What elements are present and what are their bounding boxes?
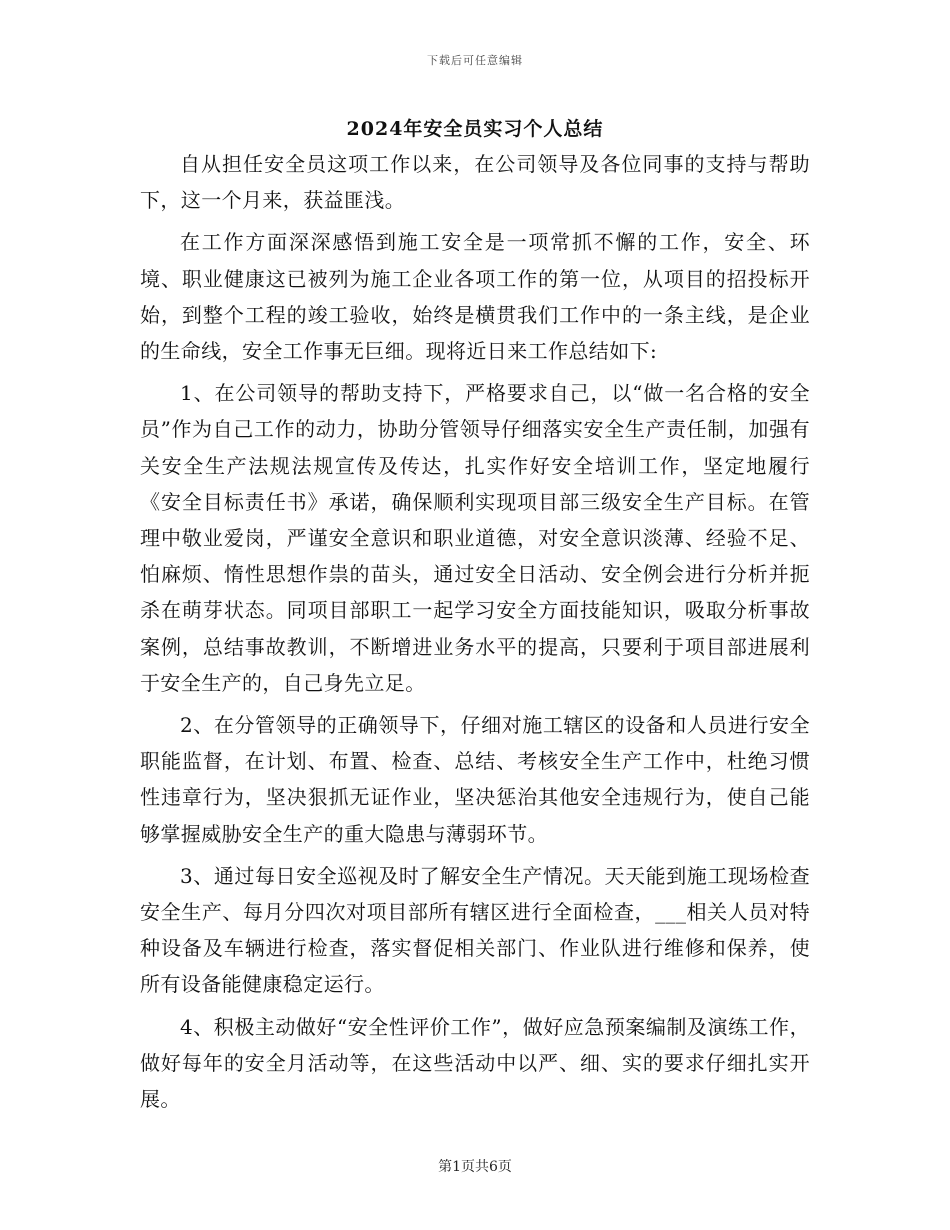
paragraph-item-3: 3、通过每日安全巡视及时了解安全生产情况。天天能到施工现场检查安全生产、每月分四次对项目部所有辖区进行全面检查，___相关人员对特种设备及车辆进行检查，落实督促相关部门、作业队进行维修和保养，使所有设备能健康稳定运行。 [140, 863, 810, 997]
header-note: 下载后可任意编辑 [427, 54, 523, 67]
paragraph-intro: 自从担任安全员这项工作以来，在公司领导及各位同事的支持与帮助下，这一个月来，获益匪浅。 [140, 152, 810, 213]
paragraph-item-4: 4、积极主动做好“安全性评价工作”，做好应急预案编制及演练工作，做好每年的安全月活动等，在这些活动中以严、细、实的要求仔细扎实开展。 [140, 1014, 810, 1112]
paragraph-item-1: 1、在公司领导的帮助支持下，严格要求自己，以“做一名合格的安全员”作为自己工作的动力，协助分管领导仔细落实安全生产责任制，加强有关安全生产法规法规宣传及传达，扎实作好安全培训工作，坚定地履行《安全目标责任书》承诺，确保顺利实现项目部三级安全生产目标。在管理中敬业爱岗，严谨安全意识和职业道德，对安全意识淡薄、经验不足、怕麻烦、惰性思想作祟的苗头，通过安全日活动、安全例会进行分析并扼杀在萌芽状态。同项目部职工一起学习安全方面技能知识，吸取分析事故案例，总结事故教训，不断增进业务水平的提高，只要利于项目部进展利于安全生产的，自己身先立足。 [140, 381, 810, 695]
page-number: 第1页共6页 [438, 1159, 512, 1175]
document-body [140, 146, 810, 1123]
paragraph-overview: 在工作方面深深感悟到施工安全是一项常抓不懈的工作，安全、环境、职业健康这已被列为施工企业各项工作的第一位，从项目的招投标开始，到整个工程的竣工验收，始终是横贯我们工作中的一条主线，是企业的生命线，安全工作事无巨细。现将近日来工作总结如下: [140, 230, 810, 364]
paragraph-item-2: 2、在分管领导的正确领导下，仔细对施工辖区的设备和人员进行安全职能监督，在计划、布置、检查、总结、考核安全生产工作中，杜绝习惯性违章行为，坚决狠抓无证作业，坚决惩治其他安全违规行为，使自己能够掌握威胁安全生产的重大隐患与薄弱环节。 [140, 713, 810, 846]
document-title: 2024年安全员实习个人总结 [346, 118, 604, 140]
